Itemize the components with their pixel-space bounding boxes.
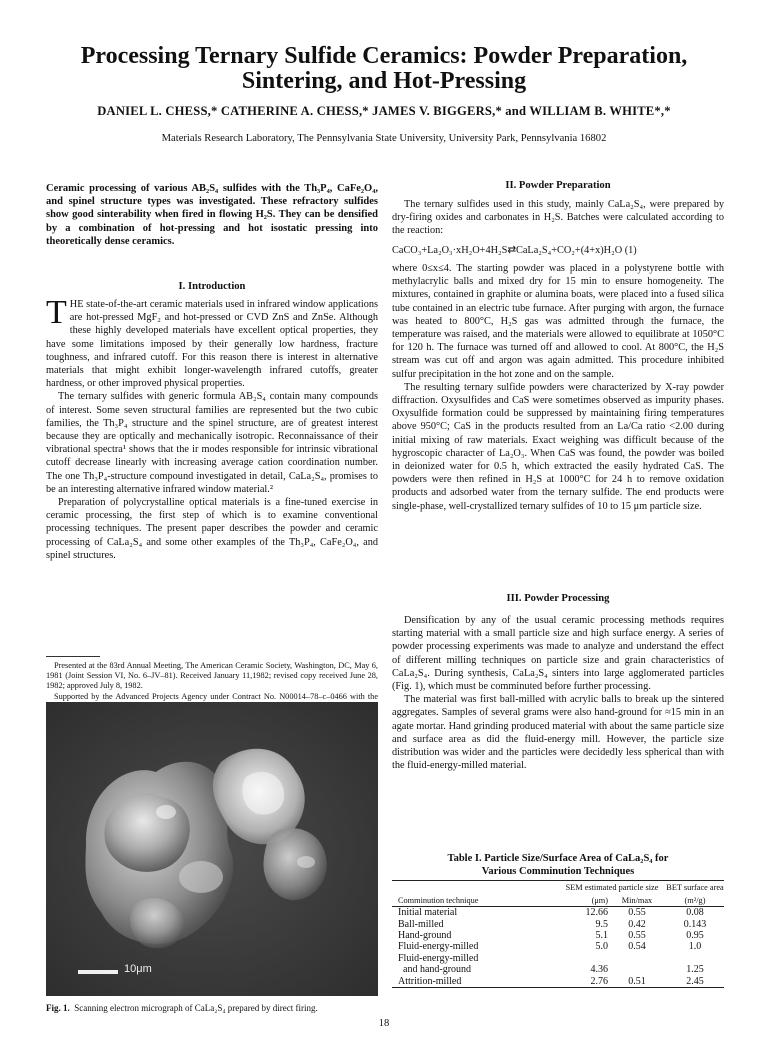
header-m2g: (m²/g) <box>666 894 724 907</box>
table-row <box>392 919 724 930</box>
equation-1: CaCO₃+La₂O₃·xH₂O+4H₂S⇄CaLa₂S₄+CO₂+(4+x)H₂O (1) <box>392 245 637 256</box>
header-um: (μm) <box>558 894 608 907</box>
table-row <box>392 930 724 941</box>
intro-paragraph-1-text: HE state-of-the-art ceramic materials used in infrared window applications are hot-pressed MgF₂ and hot-pressed or CVD ZnS and ZnSe. Although these highly developed materials have excellent optical properties, they have some limitations imposed by their generally low hardness, fracture toughness, and infrared cutoff. For this reason there is interest in alternative materials that might exhibit longer-wavelength infrared cutoffs, greater hardness, or other improved physical properties. <box>46 299 378 390</box>
cell-technique: Attrition-milled <box>398 975 462 987</box>
data-table <box>392 880 724 988</box>
cell-minmax: 0.54 <box>628 941 646 953</box>
scale-bar-label: 10μm <box>124 963 152 975</box>
header-minmax: Min/max <box>608 894 666 907</box>
powder-paragraph-1: The ternary sulfides used in this study, mainly CaLa₂S₄, were prepared by dry-firing oxides and carbonates in H₂S. Batches were calculated according to the reaction: <box>392 199 724 237</box>
cell-minmax: 0.42 <box>628 918 646 930</box>
figure-caption-label: Fig. 1. <box>46 1003 70 1013</box>
cell-size: 5.1 <box>595 930 608 941</box>
powder-paragraph-2: where 0≤x≤4. The starting powder was placed in a polystyrene bottle with methylacrylic balls and mixed dry for 15 min to ensure homogeneity. The mixtures, contained in graphite or alumina boats, were placed into a fused silica tube contained in an electric tube furnace. After purging with argon, the furnace was heated to 800°C, H₂S gas was admitted through the furnace, the temperature was raised, and the materials were allowed to equilibrate at 1050°C for 120 h. The furnace was turned off and allowed to cool. At 800°C, the H₂S stream was cut off and argon was again admitted. This procedure inhibited sulfur precipitation in the hot zone and on the sample. <box>392 263 724 380</box>
author-list: DANIEL L. CHESS,* CATHERINE A. CHESS,* JAMES V. BIGGERS,* and WILLIAM B. WHITE*,* <box>97 104 671 118</box>
scale-bar <box>78 970 118 974</box>
intro-paragraph-2: The ternary sulfides with generic formula AB₂S₄ contain many compounds of interest. Some seven structural families are represented but the two cubic families, the Th₃P₄ structure and the spinel structure, are of greatest interest because they are optically and mechanically isotropic. Reconnaissance of their vibrational spectra¹ shows that the ir modes responsible for intrinsic vibrational cutoff decrease linearly with increasing average cation coordination number. The one Th₃P₄-structure compound investigated in detail, CaLa₂S₄, promises to be an interesting alternative infrared window material.² <box>46 391 378 495</box>
table-row <box>392 907 724 919</box>
section-heading-introduction: I. Introduction <box>178 281 246 292</box>
cell-area: 1.25 <box>686 964 704 976</box>
sem-micrograph <box>46 702 378 996</box>
table-row <box>392 941 724 952</box>
abstract: Ceramic processing of various AB₂S₄ sulfides with the Th₃P₄, CaFe₂O₄, and spinel structure types was investigated. These refractory sulfides show good sinterability when fired in flowing H₂S. They can be densified by a combination of hot-pressing and hot isostatic pressing into theoretically dense ceramics. <box>46 183 378 247</box>
header-technique: Comminution technique <box>392 894 558 907</box>
processing-paragraph-2: The material was first ball-milled with acrylic balls to break up the sintered aggregates. Samples of several grams were also hand-ground for ≈15 min in an agate mortar. Hand grinding produced material with about the same particle size and surface area as did the fluid-energy mill. However, the particle size distribution was wider and the particles were decidedly less spherical than with the fluid-energy-milled material. <box>392 694 724 772</box>
cell-technique: Ball-milled <box>398 918 444 930</box>
section-heading-powder-processing: III. Powder Processing <box>506 593 610 604</box>
cell-minmax <box>608 964 666 975</box>
powder-preparation-body <box>392 262 724 513</box>
cell-size: 2.76 <box>590 975 608 987</box>
table-row <box>392 953 724 964</box>
introduction-body <box>46 294 378 562</box>
section-heading-powder-preparation: II. Powder Preparation <box>505 180 611 191</box>
micrograph-image <box>46 702 378 996</box>
cell-area: 0.08 <box>686 907 704 919</box>
intro-paragraph-3: Preparation of polycrystalline optical materials is a fine-tuned exercise in ceramic processing, the first step of which is to examine conventional processing techniques. The present paper describes the powder and ceramic processing of CaLa₂S₄ and some other examples of the Th₃P₄, CaFe₂O₄, and spinel structures. <box>46 497 378 561</box>
particle-size-table <box>392 880 724 988</box>
cell-size: 4.36 <box>590 964 608 976</box>
cell-technique: Fluid-energy-milled <box>398 952 479 964</box>
title-line-2: Sintering, and Hot-Pressing <box>241 68 527 94</box>
cell-size <box>558 953 608 964</box>
cell-technique: Hand-ground <box>398 930 452 941</box>
header-sem: SEM estimated particle size <box>565 883 659 892</box>
table-row <box>392 976 724 988</box>
table-row <box>392 964 724 975</box>
powder-paragraph-3: The resulting ternary sulfide powders were characterized by X-ray powder diffraction. Oxysulfides and CaS were sometimes observed as impurity phases. Oxysulfide formation could be suppressed by maintaining firing temperatures above 950°C; CaS in the products resulted from an La/Ca ratio <2.00 during initial mixing of raw materials. Exact weighing was difficult because of the hygroscopic character of La₂O₃. When CaS was found, the powder was boiled in deionized water for 0.5 h, which extracted the easily hydrated CaS. The powders were then refined in H₂S at 1000°C for 24 h to remove oxidation products and adsorbed water from the ternary sulfide. The end products were single-phase, well-crystallized ternary sulfides of 10 to 15 μm particle size. <box>392 381 724 512</box>
table-title-line-1: Table I. Particle Size/Surface Area of CaLa₂S₄ for <box>447 853 669 864</box>
cell-area: 0.95 <box>686 930 704 941</box>
cell-minmax <box>608 953 666 964</box>
cell-area: 1.0 <box>688 941 702 953</box>
affiliation: Materials Research Laboratory, The Pennsylvania State University, University Park, Pennsylvania 16802 <box>161 133 607 144</box>
intro-paragraph-1 <box>46 294 378 390</box>
footnote: Supported by the Advanced Projects Agency under Contract No. N00014–78–c–0466 with the <box>54 691 378 701</box>
figure-caption-text: Scanning electron micrograph of CaLa₂S₄ prepared by direct firing. <box>74 1003 318 1013</box>
cell-size: 5.0 <box>595 941 608 953</box>
table-title <box>392 853 724 878</box>
cell-technique: Initial material <box>398 907 458 919</box>
cell-technique: Fluid-energy-milled <box>398 941 479 953</box>
powder-processing-body <box>392 614 724 772</box>
processing-paragraph-1: Densification by any of the usual ceramic processing methods requires starting material with a small particle size and high surface energy. A series of powder processing experiments was made to analyze and understand the effect of different milling techniques on particle size and grain characteristics of CaLa₂S₄. During synthesis, CaLa₂S₄ sinters into large agglomerated particles (Fig. 1), which must be comminuted before further processing. <box>392 615 724 693</box>
title-line-1: Processing Ternary Sulfide Ceramics: Powder Preparation, <box>80 43 688 69</box>
page-number: 18 <box>378 1018 390 1029</box>
cell-size: 9.5 <box>595 918 608 930</box>
cell-area: 0.143 <box>683 918 707 930</box>
paper-title <box>0 44 768 94</box>
cell-area: 2.45 <box>686 975 704 987</box>
footnote: Presented at the 83rd Annual Meeting, The American Ceramic Society, Washington, DC, May 6, 1981 (Joint Session VI, No. 6–JV–81). Received January 11,1982; revised copy received June 28, 1982; approved July 8, 1982. <box>46 661 378 691</box>
cell-minmax: 0.55 <box>628 907 646 919</box>
cell-technique: and hand-ground <box>398 964 472 976</box>
powder-preparation-intro <box>392 198 724 238</box>
cell-size: 12.66 <box>585 907 608 919</box>
table-title-line-2: Various Comminution Techniques <box>481 865 635 877</box>
cell-minmax: 0.55 <box>628 930 646 941</box>
drop-cap: T <box>46 294 67 331</box>
footnote-rule <box>46 656 100 657</box>
header-bet: BET surface area <box>666 883 724 892</box>
figure-caption <box>46 1003 378 1014</box>
cell-minmax: 0.51 <box>628 975 646 987</box>
cell-area <box>666 953 724 964</box>
